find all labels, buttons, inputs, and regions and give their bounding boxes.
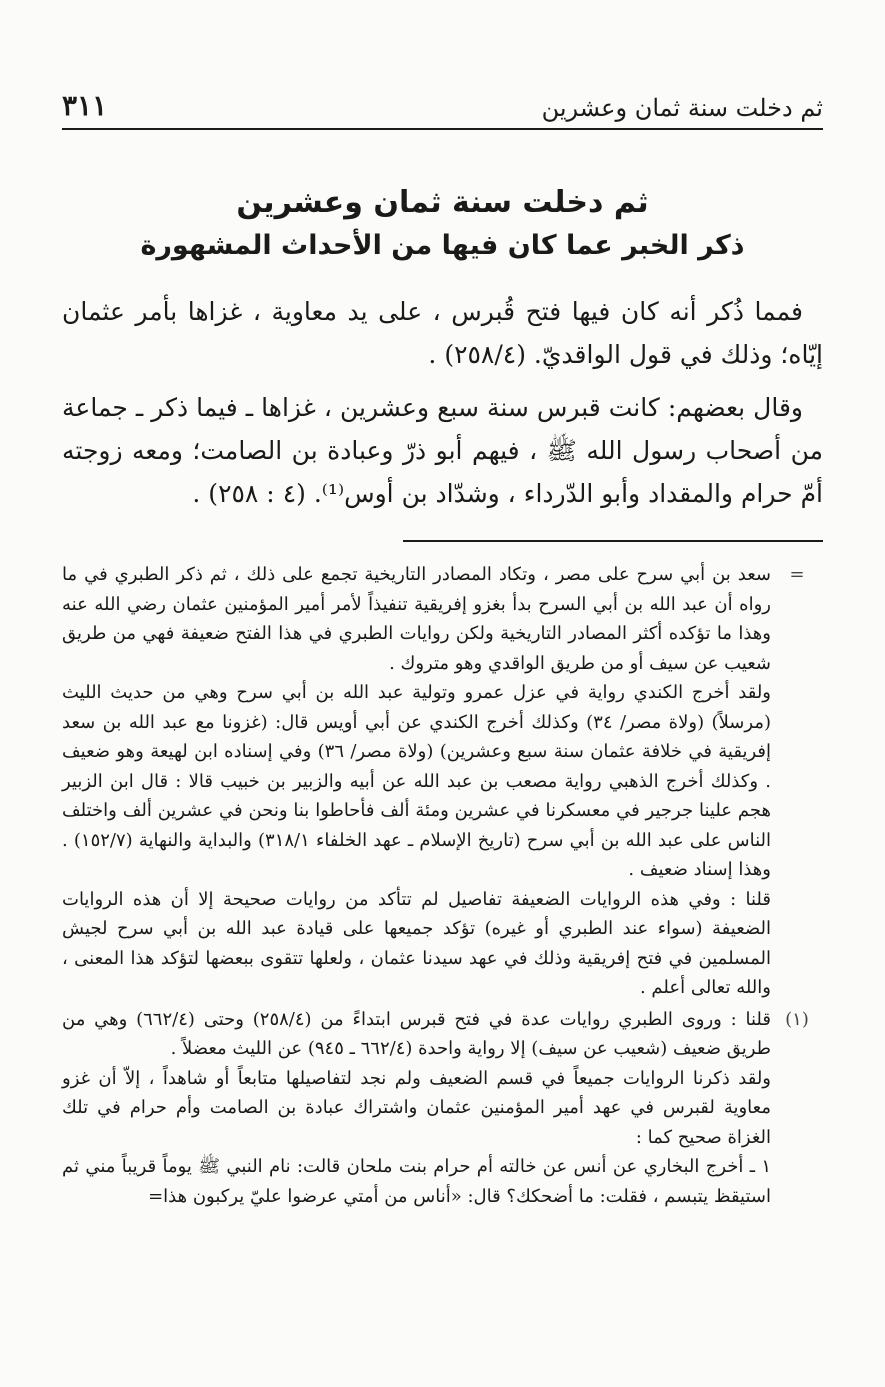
footnote-paragraph: ولقد ذكرنا الروايات جميعاً في قسم الضعيف ولم نجد لتفاصيلها متابعاً أو شاهداً ، إلاّ أن غزو معاوية لقبرس في عهد أمير المؤمنين عثمان واشتراك عبادة بن الصامت وأم حرام في تلك الغزاة صحيح كما : [62, 1067, 771, 1148]
chapter-title: ثم دخلت سنة ثمان وعشرين [236, 185, 649, 220]
footnote-paragraph: قلنا : وروى الطبري روايات عدة في فتح قبرس ابتداءً من (٢٥٨/٤) وحتى (٦٦٢/٤) وهي من طريق ضعيف (شعيب عن سيف) إلا رواية واحدة (٦٦٢/٤ ـ ٩٤٥) عن الليث معضلاً . [62, 1008, 771, 1059]
main-text [62, 290, 823, 525]
footnote-1-marker: (١) [785, 1008, 809, 1030]
chapter-subtitle: ذكر الخبر عما كان فيها من الأحداث المشهورة [140, 230, 745, 261]
page-number: ٣١١ [62, 89, 108, 122]
footnote-separator [403, 540, 823, 542]
main-paragraph-2: وقال بعضهم: كانت قبرس سنة سبع وعشرين ، غزاها ـ فيما ذكر ـ جماعة من أصحاب رسول الله ﷺ ، فيهم أبو ذرّ وعبادة بن الصامت؛ ومعه زوجته أمّ حرام والمقداد وأبو الدّرداء ، وشدّاد بن أوس⁽¹⁾. (٤ : ٢٥٨) . [62, 393, 823, 508]
running-header [62, 72, 823, 130]
running-title: ثم دخلت سنة ثمان وعشرين [541, 94, 823, 122]
footnotes [62, 560, 823, 1211]
main-paragraph-1: فمما ذُكر أنه كان فيها فتح قُبرس ، على يد معاوية ، غزاها بأمر عثمان إيّاه؛ وذلك في قول الواقديّ. (٢٥٨/٤) . [62, 297, 823, 369]
footnote-paragraph: سعد بن أبي سرح على مصر ، وتكاد المصادر التاريخية تجمع على ذلك ، ثم ذكر الطبري في ما رواه أن عبد الله بن أبي السرح بدأ بغزو إفريقية تنفيذاً لأمر أمير المؤمنين عثمان رضي الله عنه وهذا ما تؤكده أكثر المصادر التاريخية ولكن روايات الطبري في هذا الفتح ضعيفة فهي من طريق شعيب عن سيف أو من طريق الواقدي وهو متروك . [62, 564, 771, 674]
footnote-continuation-marker: = [789, 564, 805, 585]
footnote-1-body [62, 1005, 771, 1212]
footnote-paragraph: ١ ـ أخرج البخاري عن أنس عن خالته أم حرام بنت ملحان قالت: نام النبي ﷺ يوماً قريباً مني ثم استيقظ يتبسم ، فقلت: ما أضحكك؟ قال: «أناس من أمتي عرضوا عليّ يركبون هذا= [62, 1156, 771, 1207]
footnote-continuation [62, 560, 823, 1003]
footnote-paragraph: ولقد أخرج الكندي رواية في عزل عمرو وتولية عبد الله بن أبي سرح وهي من حديث الليث (مرسلاً) (ولاة مصر/ ٣٤) وكذلك أخرج الكندي عن أبي أويس قال: (غزونا مع عبد الله بن سعد إفريقية في خلافة عثمان سنة سبع وعشرين) (ولاة مصر/ ٣٦) وفي إسناده ابن لهيعة وهو ضعيف . وكذلك أخرج الذهبي رواية مصعب بن عبد الله عن أبيه والزبير بن خبيب قالا : قال ابن الزبير هجم علينا جرجير في معسكرنا في عشرين ومئة ألف فأحاطوا بنا ونحن في عشرين ألف واختلف الناس على عبد الله بن أبي سرح (تاريخ الإسلام ـ عهد الخلفاء ٣١٨/١) والبداية والنهاية (١٥٢/٧) . وهذا إسناد ضعيف . [62, 682, 772, 880]
footnote-1 [62, 1005, 823, 1212]
footnote-continuation-body [62, 560, 771, 1003]
footnote-paragraph: قلنا : وفي هذه الروايات الضعيفة تفاصيل لم تتأكد من روايات صحيحة إلا أن هذه الروايات الضعيفة (سواء عند الطبري أو غيره) تؤكد جميعها على قيادة عبد الله بن أبي سرح لجيش المسلمين في فتح إفريقية وذلك في عهد سيدنا عثمان ، ولعلها تتقوى ببعضها لتؤكد هذا المعنى ، والله تعالى أعلم . [62, 888, 771, 998]
